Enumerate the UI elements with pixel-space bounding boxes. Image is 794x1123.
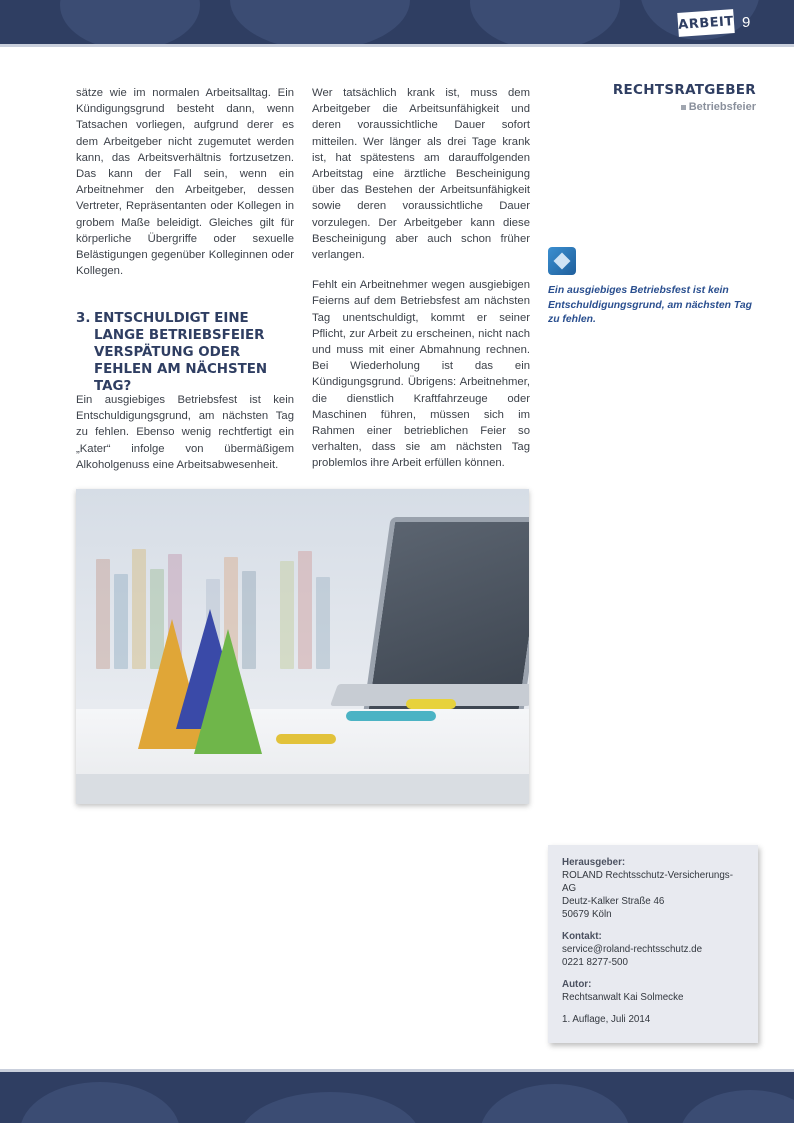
streamer-2 bbox=[346, 711, 436, 721]
section-title: RECHTSRATGEBER bbox=[612, 82, 756, 98]
header-divider bbox=[0, 44, 794, 47]
side-note: Ein ausgiebiges Betriebsfest ist kein Entschuldigungsgrund, am nächsten Tag zu fehlen. bbox=[548, 285, 752, 325]
column-1-lower bbox=[76, 392, 294, 487]
column-2 bbox=[312, 85, 530, 486]
contact-label: Kontakt: bbox=[562, 931, 602, 942]
section-subtitle-wrap bbox=[560, 101, 756, 113]
question-text: ENTSCHULDIGT EINE LANGE BETRIEBSFEIER VERSPÄTUNG ODER FEHLEN AM NÄCHSTEN TAG? bbox=[94, 311, 268, 394]
arbeit-logo: ARBEIT bbox=[677, 9, 735, 37]
col1-paragraph-2: Ein ausgiebiges Betriebsfest ist kein Entschuldigungsgrund, am nächsten Tag zu fehlen. Ebenso wenig rechtfertigt ein „Kater“ infolge von übermäßigem Alkoholgenuss eine Arbeitsabwesenheit. bbox=[76, 394, 294, 471]
section-label bbox=[560, 82, 756, 113]
col2-paragraph-1: Wer tatsächlich krank ist, muss dem Arbeitgeber die Arbeitsunfähigkeit und deren voraussichtliche Dauer sofort mitteilen. Wer länger als drei Tage krank ist, hat spätestens am darauffolgenden Arbeitstag eine ärztliche Bescheinigung über das Bestehen der Arbeitsunfähigkeit sowie deren voraussichtliche Dauer vorzulegen. Der Arbeitgeber kann diese Bescheinigung aber auch schon früher verlangen. bbox=[312, 87, 530, 262]
col1-paragraph-1: sätze wie im normalen Arbeitsalltag. Ein Kündigungsgrund besteht dann, wenn Tatsachen vorliegen, aufgrund derer es dem Arbeitgeber nicht zugemutet werden kann, das Arbeitsverhältnis fortzusetzen. Das kann der Fall sein, wenn ein Arbeitnehmer den Arbeitgeber, dessen Vertreter, Repräsentanten oder Kollegen in grobem Maße beleidigt. Gleiches gilt für körperliche Übergriffe oder sexuelle Belästigungen gegenüber Kolleginnen oder Kollegen. bbox=[76, 87, 294, 278]
section-subtitle: Betriebsfeier bbox=[688, 101, 756, 113]
author-label: Autor: bbox=[562, 979, 592, 990]
column-1 bbox=[76, 85, 294, 293]
publisher-label: Herausgeber: bbox=[562, 857, 626, 868]
publisher-city: 50679 Köln bbox=[562, 909, 612, 920]
contact-email: service@roland-rechtsschutz.de bbox=[562, 944, 703, 955]
page-number: 9 bbox=[742, 14, 751, 31]
party-photo bbox=[76, 489, 529, 804]
question-number: 3. bbox=[76, 311, 91, 326]
contact-phone: 0221 8277-500 bbox=[562, 957, 628, 968]
imprint-box bbox=[548, 845, 758, 1043]
table-edge bbox=[76, 774, 529, 804]
streamer-1 bbox=[276, 734, 336, 744]
bullet-square-icon bbox=[681, 105, 686, 110]
info-diamond-icon bbox=[548, 247, 576, 275]
edition-line: 1. Auflage, Juli 2014 bbox=[562, 1014, 651, 1025]
question-heading bbox=[76, 310, 296, 395]
publisher-street: Deutz-Kalker Straße 46 bbox=[562, 896, 665, 907]
col2-paragraph-2: Fehlt ein Arbeitnehmer wegen ausgiebigen Feierns auf dem Betriebsfest am nächsten Tag unentschuldigt, kommt er seiner Pflicht, zur Arbeit zu erscheinen, nicht nach und muss mit einer Abmahnung rechnen. Bei Wiederholung ist das ein Kündigungsgrund. Übrigens: Arbeitnehmer, die dienstlich Kraftfahrzeuge oder Maschinen führen, müssen sich im Rahmen einer betrieblichen Feier so verhalten, dass sie am nächsten Tag problemlos ihre Arbeit erfüllen können. bbox=[312, 279, 530, 470]
publisher-name: ROLAND Rechtsschutz-Versicherungs-AG bbox=[562, 870, 733, 894]
footer-band bbox=[0, 1072, 794, 1123]
header-band bbox=[0, 0, 794, 44]
streamer-3 bbox=[406, 699, 456, 709]
author-name: Rechtsanwalt Kai Solmecke bbox=[562, 992, 684, 1003]
party-hat-3 bbox=[194, 629, 262, 754]
